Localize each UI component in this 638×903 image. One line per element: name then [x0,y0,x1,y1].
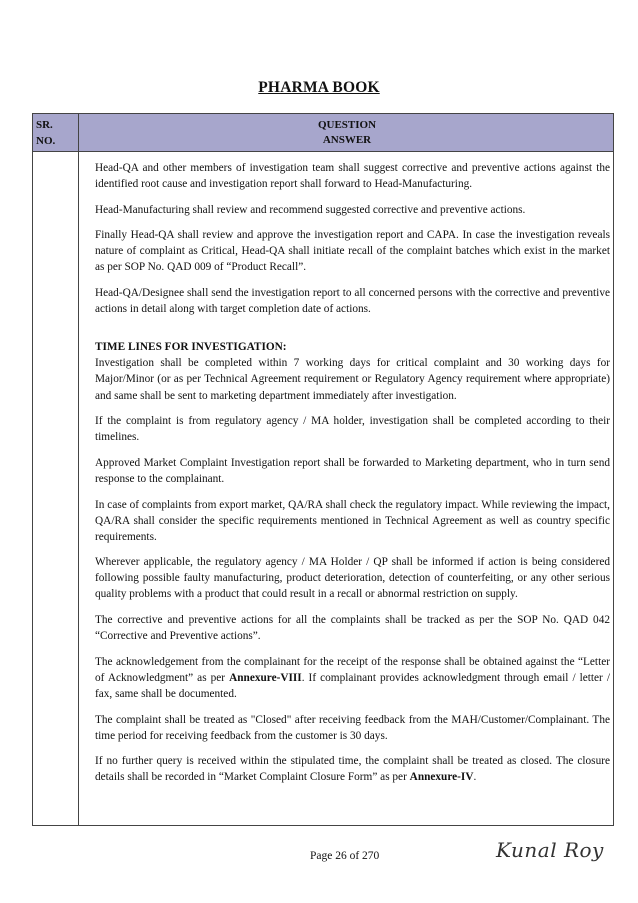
sr-label: SR. [36,119,53,131]
answer-label: ANSWER [322,134,372,146]
author-signature: Kunal Roy [496,838,604,862]
paragraph [95,753,610,785]
table-header [33,114,613,152]
answer-content [95,160,610,785]
annexure-ref: Annexure-IV [409,771,474,784]
no-label: NO. [36,135,56,147]
paragraph: Head-Manufacturing shall review and recommend suggested corrective and preventive actions. [95,203,526,216]
question-answer-header [81,118,613,148]
sr-no-header [33,114,79,151]
paragraph [95,654,610,702]
paragraph: Head-QA and other members of investigation team shall suggest corrective and preventive actions against the identified root cause and investigation report shall forward to Head-Manufacturing. [95,162,610,191]
paragraph: Investigation shall be completed within 7 working days for critical complaint and 30 working days for Major/Minor (or as per Technical Agreement requirement or Regulatory Agency requirement where appropriate) and same shall be sent to marketing department immediately after investigation. [95,357,610,402]
paragraph: In case of complaints from export market, QA/RA shall check the regulatory impact. While reviewing the impact, QA/RA shall consider the specific requirements mentioned in Technical Agreement as well as country specific requirements. [95,498,610,543]
page-title: PHARMA BOOK [258,79,380,96]
section-heading: TIME LINES FOR INVESTIGATION: [95,341,287,354]
paragraph: Wherever applicable, the regulatory agency / MA Holder / QP shall be informed if action is being considered following possible faulty manufacturing, product deterioration, detection of counterfeiting, or any other serious quality problems with a product that could result in a recall or abnormal restriction on supply. [95,556,610,601]
sr-column [33,152,79,825]
paragraph: Finally Head-QA shall review and approve the investigation report and CAPA. In case the investigation reveals nature of complaint as Critical, Head-QA shall initiate recall of the complaint batches which exist in the market as per SOP No. QAD 009 of “Product Recall”. [95,229,610,274]
text-run: The acknowledgement from the complainant for the receipt of the response shall be obtained against the “Letter of Acknowledgment” as per [95,655,610,684]
text-run: . If complainant provides acknowledgment through email / letter / fax, same shall be documented. [95,671,610,700]
text-run: . [473,771,477,784]
paragraph: Approved Market Complaint Investigation report shall be forwarded to Marketing department, who in turn send response to the complainant. [95,456,610,485]
page-number: Page 26 of 270 [310,850,380,862]
question-label: QUESTION [317,119,377,131]
paragraph: The complaint shall be treated as "Closed" after receiving feedback from the MAH/Customer/Complainant. The time period for receiving feedback from the customer is 30 days. [95,713,610,742]
paragraph: The corrective and preventive actions for all the complaints shall be tracked as per the SOP No. QAD 042 “Corrective and Preventive actions”. [95,614,610,643]
text-run: If no further query is received within the stipulated time, the complaint shall be treated as closed. The closure details shall be recorded in “Market Complaint Closure Form” as per [95,755,610,784]
paragraph: If the complaint is from regulatory agency / MA holder, investigation shall be completed according to their timelines. [95,415,610,444]
annexure-ref: Annexure-VIII [229,671,302,684]
paragraph: Head-QA/Designee shall send the investigation report to all concerned persons with the corrective and preventive actions in detail along with target completion date of actions. [95,287,610,316]
